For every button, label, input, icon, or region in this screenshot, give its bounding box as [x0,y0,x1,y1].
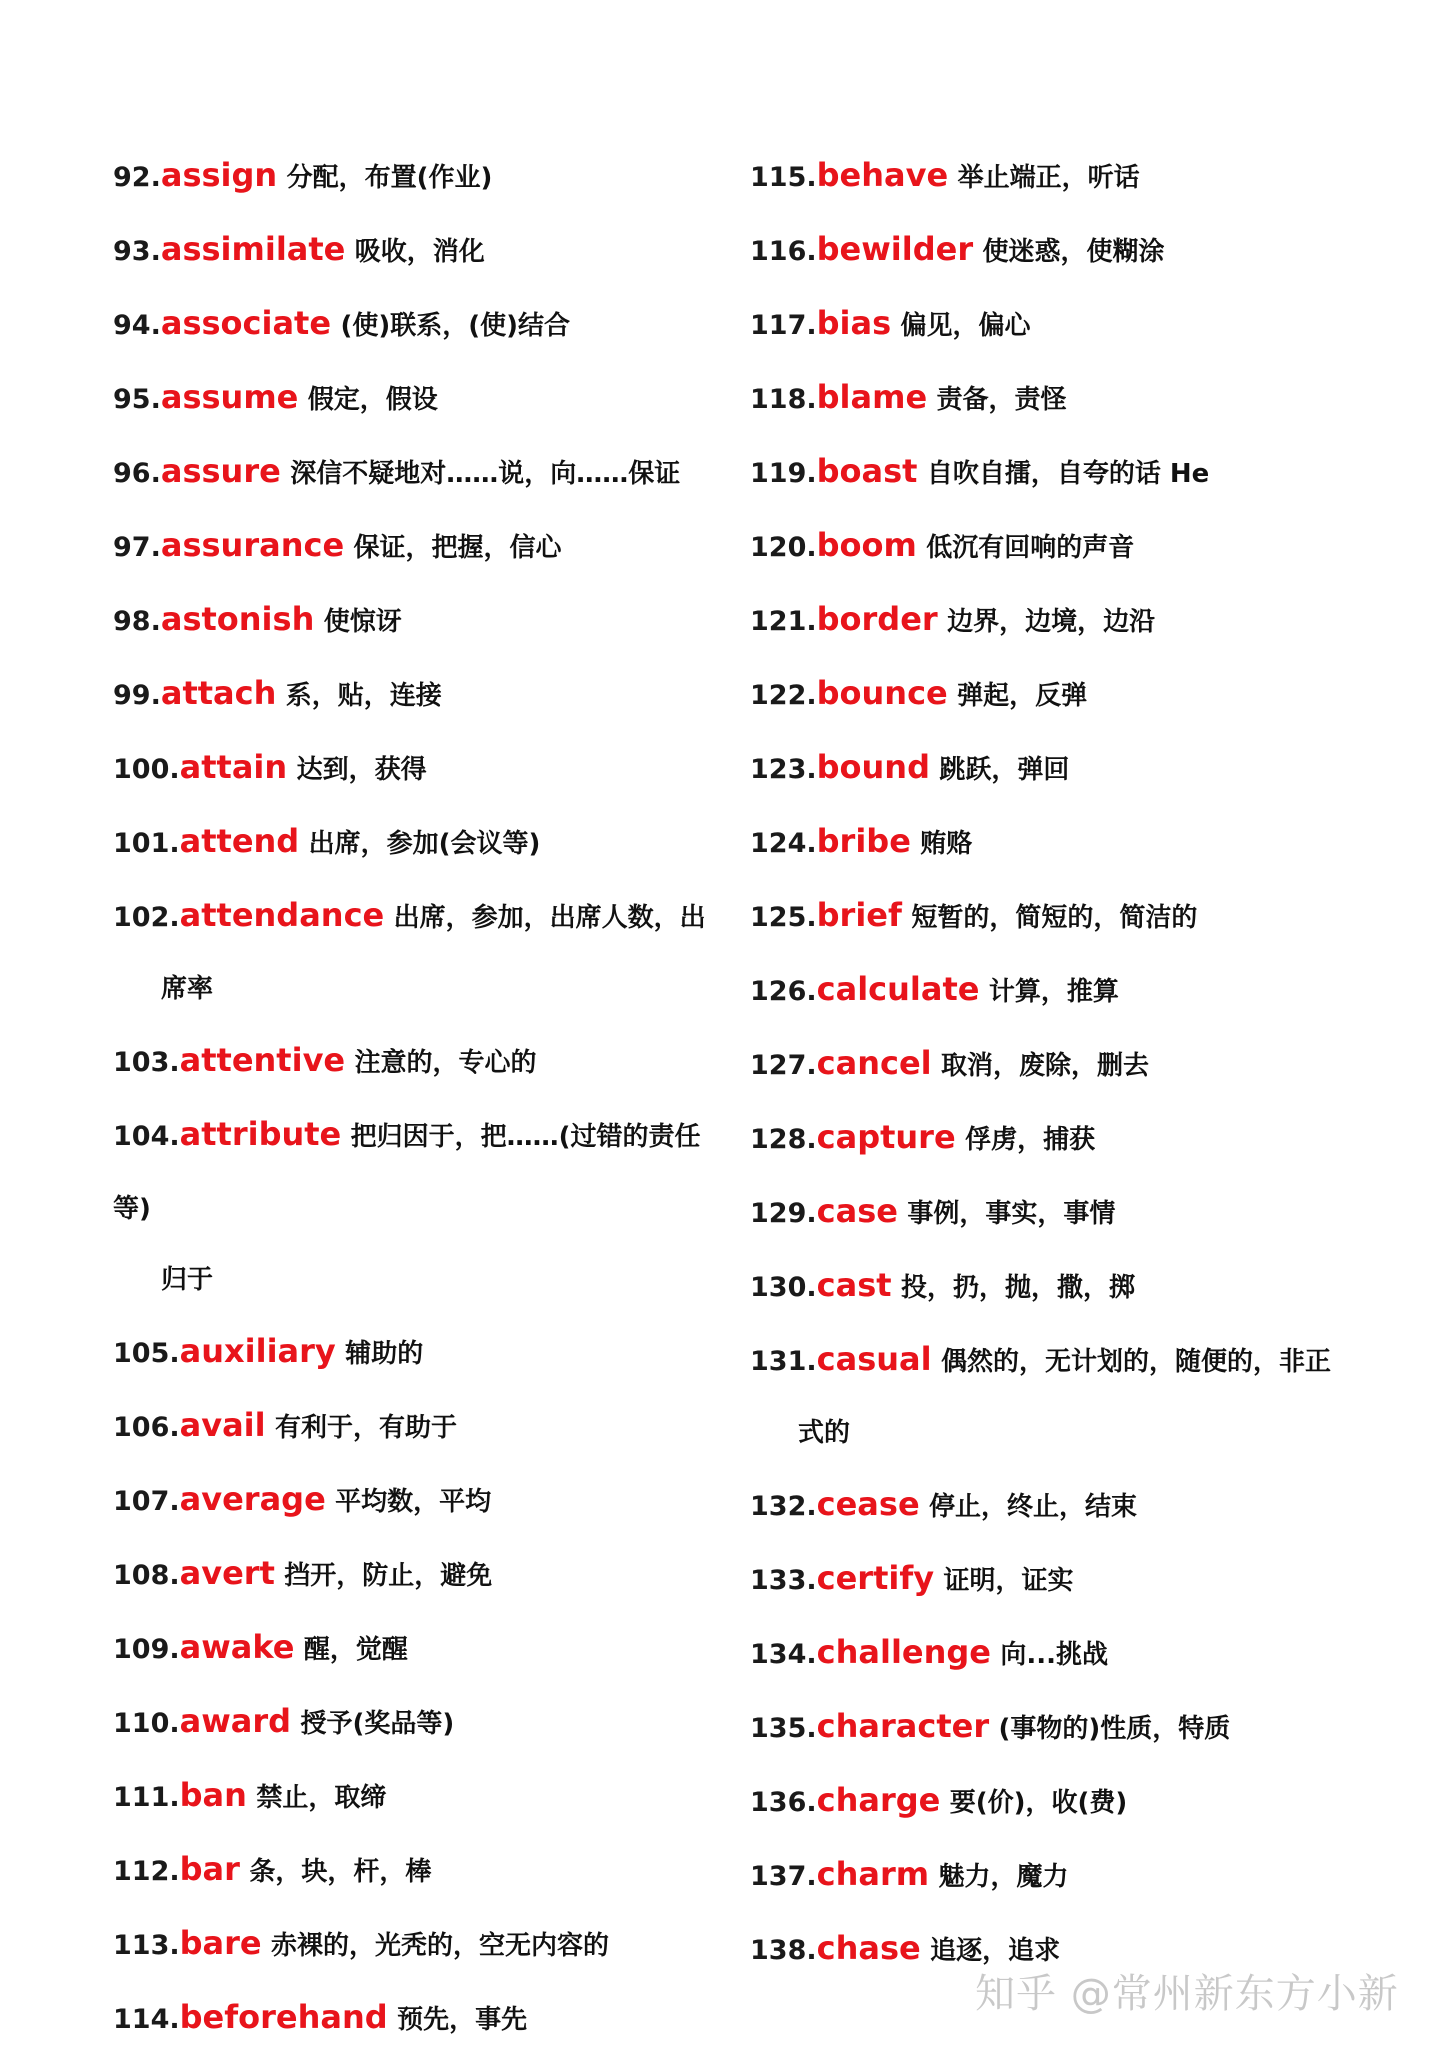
entry-word: calculate [816,970,980,1008]
entry-number: 135. [750,1713,817,1744]
vocab-entry [750,1102,1350,1176]
entry-word: challenge [816,1633,991,1671]
entry-number: 118. [750,384,817,415]
entry-word: award [179,1702,292,1740]
entry-number: 136. [750,1787,817,1818]
vocab-entry [113,1390,723,1464]
entry-number: 108. [113,1560,180,1591]
entry-word: boom [816,526,917,564]
entry-number: 96. [113,458,161,489]
entry-number: 99. [113,680,161,711]
entry-definition-continued: 归于 [161,1265,214,1295]
entry-definition: (使)联系，(使)结合 [340,311,570,341]
entry-number: 104. [113,1121,180,1152]
vocab-entry [113,1025,723,1099]
entry-number: 125. [750,902,817,933]
entry-definition: 把归因于，把……(过错的责任等) [113,1122,701,1224]
entry-definition: 贿赂 [920,829,973,859]
entry-definition: 赤裸的，光秃的，空无内容的 [271,1931,610,1961]
entry-definition: 追逐，追求 [930,1936,1061,1966]
entry-definition: 吸收，消化 [354,237,485,267]
entry-word: bewilder [816,230,974,268]
entry-definition: 醒，觉醒 [303,1635,408,1665]
entry-number: 100. [113,754,180,785]
entry-definition: 辅助的 [345,1339,424,1369]
vocab-entry [750,1617,1350,1691]
entry-number: 110. [113,1708,180,1739]
vocab-entry [750,1250,1350,1324]
entry-number: 102. [113,902,180,933]
vocab-entry [113,1834,723,1908]
vocab-entry [750,1691,1350,1765]
entry-number: 132. [750,1491,817,1522]
vocab-entry [113,584,723,658]
entry-word: assure [160,452,281,490]
entry-number: 120. [750,532,817,563]
entry-definition-continued: 席率 [161,974,214,1004]
entry-number: 106. [113,1412,180,1443]
entry-word: charge [816,1781,941,1819]
vocab-entry [750,1839,1350,1913]
entry-number: 138. [750,1935,817,1966]
entry-number: 107. [113,1486,180,1517]
entry-word: bar [179,1850,240,1888]
vocab-entry [113,1686,723,1760]
entry-number: 117. [750,310,817,341]
entry-number: 112. [113,1856,180,1887]
vocab-entry [750,1765,1350,1839]
entry-word: behave [816,156,949,194]
entry-definition: 平均数，平均 [335,1487,492,1517]
entry-definition: 禁止，取缔 [256,1783,387,1813]
entry-word: attribute [179,1115,342,1153]
entry-number: 129. [750,1198,817,1229]
entry-definition: 举止端正，听话 [957,163,1140,193]
right-column [750,140,1350,1987]
entry-definition: 使惊讶 [323,607,402,637]
entry-number: 92. [113,162,161,193]
vocab-entry [750,806,1350,880]
vocab-entry [113,436,723,510]
vocab-entry [750,288,1350,362]
entry-definition: 自吹自擂，自夸的话 He [926,459,1210,489]
entry-word: charm [816,1855,930,1893]
entry-word: avert [179,1554,275,1592]
entry-word: attentive [179,1041,346,1079]
entry-word: blame [816,378,928,416]
entry-definition: 偏见，偏心 [900,311,1031,341]
entry-word: assume [160,378,299,416]
entry-number: 111. [113,1782,180,1813]
entry-word: casual [816,1340,932,1378]
vocab-entry [750,436,1350,510]
entry-word: attach [160,674,277,712]
entry-number: 131. [750,1346,817,1377]
entry-word: beforehand [179,1998,388,2036]
entry-word: bounce [816,674,948,712]
entry-word: cease [816,1485,920,1523]
vocab-entry [750,140,1350,214]
vocab-entry [750,1469,1350,1543]
entry-word: bias [816,304,892,342]
vocab-entry [113,1908,723,1982]
vocab-entry [113,806,723,880]
entry-definition-continued: 式的 [798,1418,851,1448]
entry-definition: 投，扔，抛，撒，掷 [900,1273,1135,1303]
entry-number: 127. [750,1050,817,1081]
entry-definition: 要(价)，收(费) [949,1788,1128,1818]
vocab-entry [750,584,1350,658]
entry-number: 119. [750,458,817,489]
entry-number: 123. [750,754,817,785]
entry-definition: (事物的)性质，特质 [998,1714,1231,1744]
vocab-entry [113,362,723,436]
watermark: 知乎 @常州新东方小新 [975,1971,1399,2017]
entry-definition: 注意的，专心的 [354,1048,537,1078]
vocab-entry [113,288,723,362]
vocab-entry [113,1099,723,1316]
entry-number: 121. [750,606,817,637]
entry-word: associate [160,304,332,342]
entry-definition: 向...挑战 [1000,1640,1109,1670]
entry-definition: 弹起，反弹 [957,681,1088,711]
entry-word: ban [179,1776,247,1814]
entry-definition: 挡开，防止，避免 [284,1561,493,1591]
vocab-entry [113,1982,723,2056]
entry-definition: 计算，推算 [988,977,1119,1007]
vocab-entry [750,1543,1350,1617]
entry-definition: 出席，参加(会议等) [308,829,541,859]
entry-word: capture [816,1118,956,1156]
vocab-entry [750,1028,1350,1102]
entry-word: average [179,1480,326,1518]
entry-word: boast [816,452,918,490]
vocab-entry [113,1760,723,1834]
entry-number: 98. [113,606,161,637]
entry-word: avail [179,1406,266,1444]
entry-number: 137. [750,1861,817,1892]
entry-number: 93. [113,236,161,267]
entry-word: attend [179,822,300,860]
entry-definition: 事例，事实，事情 [907,1199,1116,1229]
vocab-entry [113,214,723,288]
vocab-entry [113,1538,723,1612]
entry-number: 133. [750,1565,817,1596]
vocab-entry [750,732,1350,806]
entry-word: case [816,1192,898,1230]
vocab-entry [113,658,723,732]
entry-word: assign [160,156,278,194]
entry-definition: 责备，责怪 [936,385,1067,415]
entry-definition: 系，贴，连接 [285,681,442,711]
entry-number: 116. [750,236,817,267]
entry-number: 114. [113,2004,180,2035]
entry-word: astonish [160,600,315,638]
entry-word: certify [816,1559,935,1597]
entry-number: 105. [113,1338,180,1369]
entry-definition: 跳跃，弹回 [939,755,1070,785]
entry-definition: 授予(奖品等) [300,1709,455,1739]
entry-number: 122. [750,680,817,711]
entry-definition: 俘虏，捕获 [965,1125,1096,1155]
entry-number: 94. [113,310,161,341]
vocab-entry [750,214,1350,288]
vocab-entry [750,1324,1350,1469]
entry-word: brief [816,896,902,934]
entry-definition: 预先，事先 [397,2005,528,2035]
vocab-entry [750,880,1350,954]
entry-definition: 使迷惑，使糊涂 [982,237,1165,267]
entry-definition: 保证，把握，信心 [353,533,562,563]
left-column [113,140,723,2056]
entry-number: 115. [750,162,817,193]
entry-definition: 出席，参加，出席人数，出 [393,903,706,933]
vocab-entry [750,362,1350,436]
entry-number: 103. [113,1047,180,1078]
entry-word: bribe [816,822,911,860]
entry-word: awake [179,1628,295,1666]
entry-definition: 深信不疑地对……说，向……保证 [290,459,681,489]
entry-definition: 条，块，杆，棒 [249,1857,432,1887]
entry-number: 130. [750,1272,817,1303]
entry-number: 134. [750,1639,817,1670]
entry-word: bound [816,748,930,786]
entry-number: 128. [750,1124,817,1155]
entry-number: 124. [750,828,817,859]
vocab-entry [113,510,723,584]
entry-word: border [816,600,938,638]
vocab-entry [113,732,723,806]
entry-word: attendance [179,896,385,934]
entry-definition: 边界，边境，边沿 [947,607,1156,637]
entry-number: 113. [113,1930,180,1961]
entry-definition: 停止，终止，结束 [929,1492,1138,1522]
entry-word: character [816,1707,990,1745]
entry-number: 109. [113,1634,180,1665]
entry-definition: 魅力，魔力 [938,1862,1069,1892]
entry-definition: 假定，假设 [307,385,438,415]
entry-definition: 短暂的，简短的，简洁的 [911,903,1198,933]
entry-word: assurance [160,526,345,564]
entry-definition: 证明，证实 [943,1566,1074,1596]
entry-definition: 达到，获得 [296,755,427,785]
entry-word: auxiliary [179,1332,336,1370]
entry-word: assimilate [160,230,346,268]
entry-word: bare [179,1924,262,1962]
vocab-entry [113,1612,723,1686]
entry-number: 97. [113,532,161,563]
vocab-entry [750,658,1350,732]
entry-word: cast [816,1266,892,1304]
entry-definition: 低沉有回响的声音 [926,533,1135,563]
entry-word: attain [179,748,288,786]
entry-definition: 取消，废除，删去 [941,1051,1150,1081]
entry-definition: 偶然的，无计划的，随便的，非正 [940,1347,1331,1377]
vocab-entry [113,880,723,1025]
vocab-entry [113,1316,723,1390]
entry-word: chase [816,1929,921,1967]
entry-number: 101. [113,828,180,859]
vocab-entry [750,954,1350,1028]
entry-number: 95. [113,384,161,415]
vocab-entry [113,140,723,214]
entry-definition: 分配，布置(作业) [286,163,493,193]
entry-definition: 有利于，有助于 [275,1413,458,1443]
vocab-entry [750,510,1350,584]
vocab-entry [113,1464,723,1538]
vocab-entry [750,1176,1350,1250]
entry-word: cancel [816,1044,932,1082]
entry-number: 126. [750,976,817,1007]
